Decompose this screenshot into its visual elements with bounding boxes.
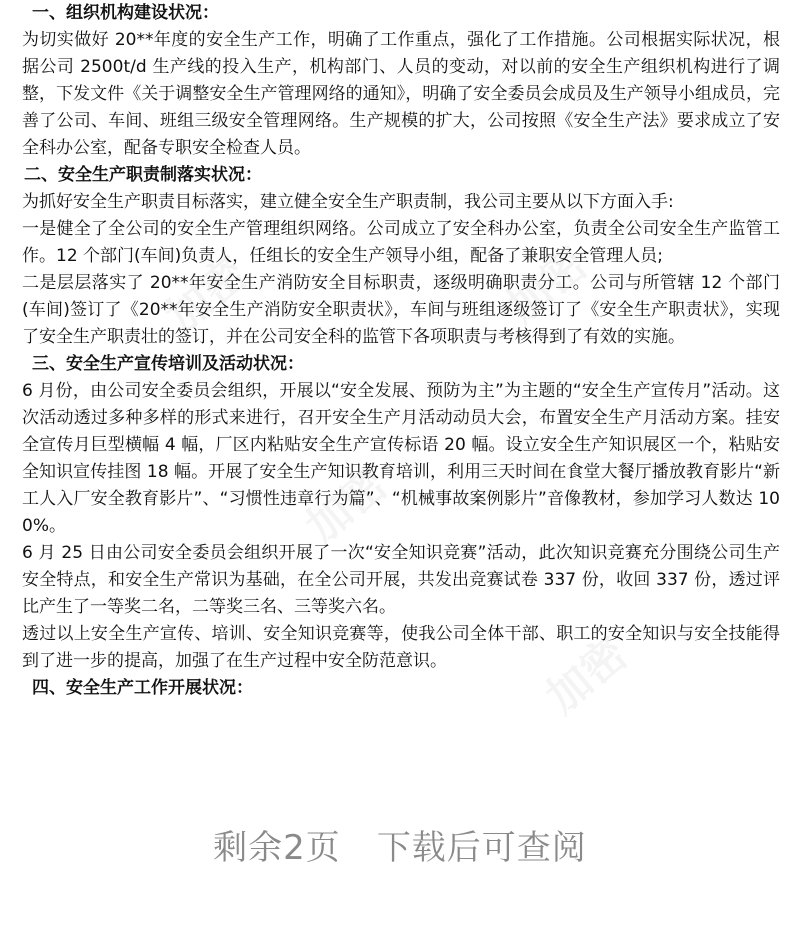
section-heading-3: 三、安全生产宣传培训及活动状况： [32,354,304,374]
paragraph: 二是层层落实了 20**年安全生产消防安全目标职责，逐级明确职责分工。公司与所管辖 12 个部门(车间)签订了《20**年安全生产消防安全职责状》，车间与班组逐级签订了《安全生产职责状》，实现了安全生产职责壮的签订，并在公司安全科的监管下各项职责与考核得到了有效的实施。 [22,273,780,347]
download-to-view-label[interactable]: 下载后可查阅 [376,828,587,868]
watermark: 加密 [536,627,637,724]
remaining-pages-label: 剩余2页 [213,828,341,868]
paragraph: 6 月份，由公司安全委员会组织，开展以“安全发展、预防为主”为主题的“安全生产宣传月”活动。这次活动透过多种多样的形式来进行，召开安全生产月活动动员大会，布置安全生产月活动方案。挂安全宣传月巨型横幅 4 幅，厂区内粘贴安全生产宣传标语 20 幅。设立安全生产知识展区一个，粘贴安全知识宣传挂图 18 幅。开展了安全生产知识教育培训，利用三天时间在食堂大餐厅播放教育影片“新工人入厂安全教育影片”、“习惯性违章行为篇”、“机械事故案例影片”音像教材，参加学习人数达 100%。 [22,381,780,536]
watermark: 加密 [156,247,257,344]
section-heading-2: 二、安全生产职责制落实状况： [24,165,262,185]
watermark: 加密 [496,237,597,334]
paragraph: 为抓好安全生产职责目标落实，建立健全安全生产职责制，我公司主要从以下方面入手: [22,192,674,212]
section-heading-1: 一、组织机构建设状况： [32,3,219,23]
paragraph: 6 月 25 日由公司安全委员会组织开展了一次“安全知识竞赛”活动，此次知识竞赛充分围绕公司生产安全特点，和安全生产常识为基础，在全公司开展，共发出竞赛试卷 337 份，收回 337 份，透过评比产生了一等奖二名，二等奖三名、三等奖六名。 [22,543,780,617]
paragraph: 为切实做好 20**年度的安全生产工作，明确了工作重点，强化了工作措施。公司根据实际状况，根据公司 2500t/d 生产线的投入生产，机构部门、人员的变动，对以前的安全生产组织机构进行了调整，下发文件《关于调整安全生产管理网络的通知》，明确了安全委员会成员及生产领导小组成员，完善了公司、车间、班组三级安全管理网络。生产规模的扩大，公司按照《安全生产法》要求成立了安全科办公室，配备专职安全检查人员。 [22,30,780,158]
paragraph: 透过以上安全生产宣传、培训、安全知识竞赛等，使我公司全体干部、职工的安全知识与安全技能得到了进一步的提高，加强了在生产过程中安全防范意识。 [22,624,780,671]
download-prompt[interactable] [0,820,800,869]
watermark: 加密 [296,457,397,554]
section-heading-4: 四、安全生产工作开展状况： [32,678,253,698]
paragraph: 一是健全了全公司的安全生产管理组织网络。公司成立了安全科办公室，负责全公司安全生产监管工作。12 个部门(车间)负责人，任组长的安全生产领导小组，配备了兼职安全管理人员; [22,219,780,266]
